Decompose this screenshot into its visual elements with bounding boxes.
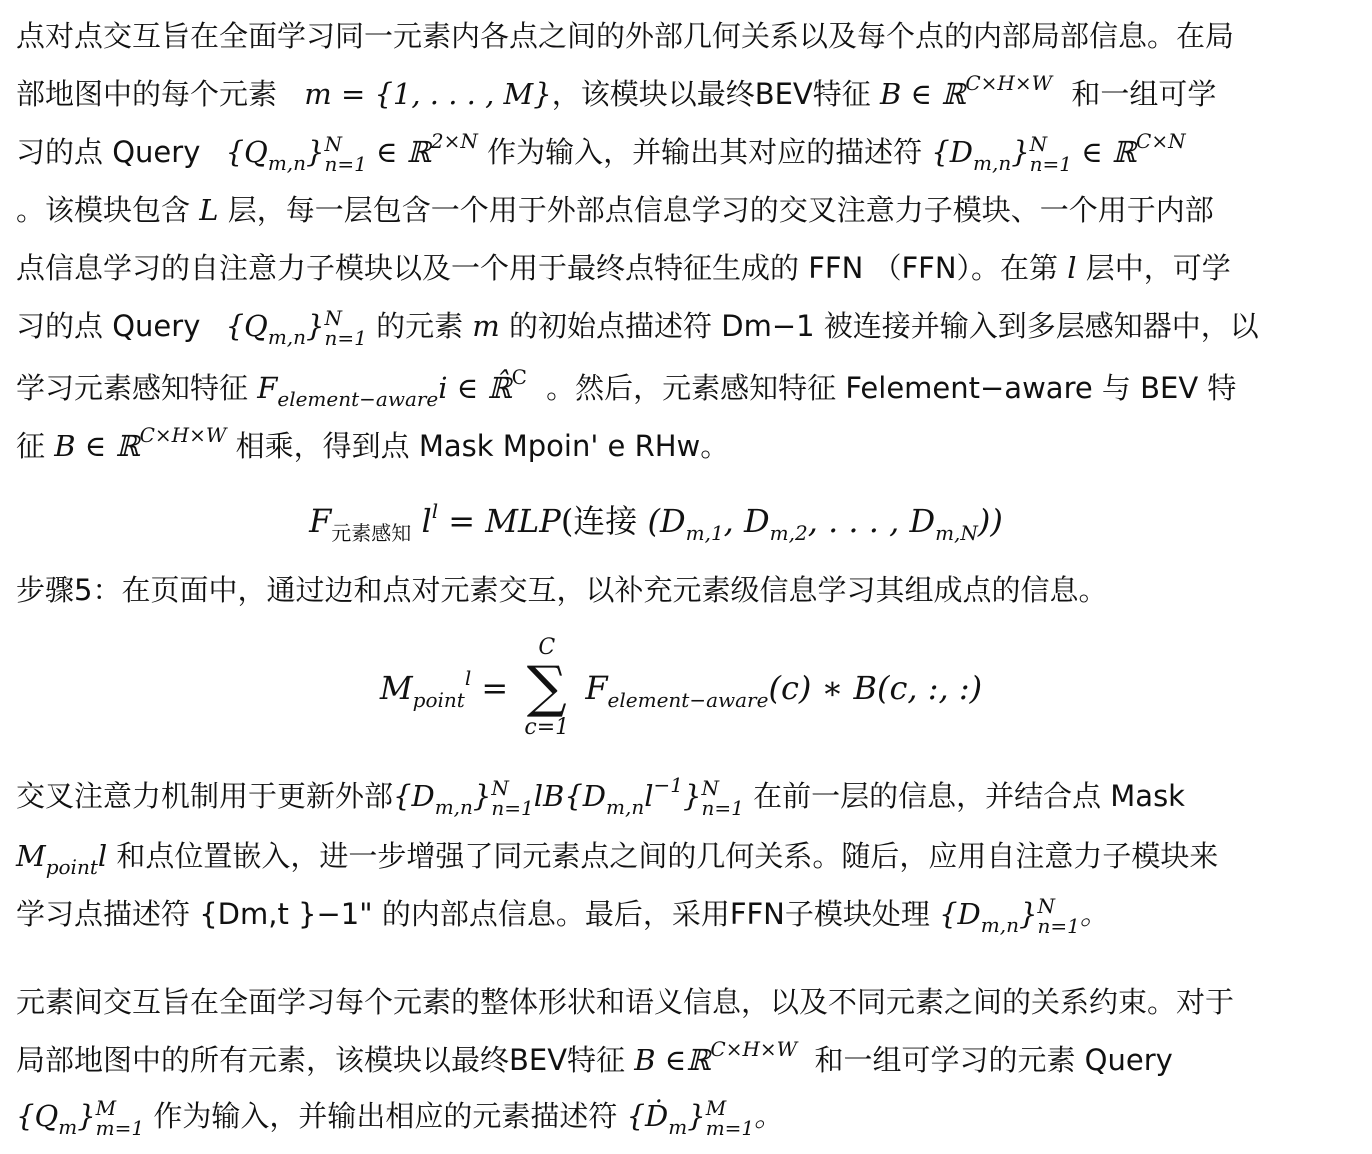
math-Q-set-2: $\{Q_{m,n}\}$ N n=1 — [225, 306, 367, 350]
math-B-in-R-2: B ∈ ℝ$^{C\times H\times W}$ — [54, 423, 227, 463]
math-D-m-set: {Ḋ$_m$} M m=1 。 — [626, 1096, 784, 1140]
para1-line6: 习的点 Query $\{Q_{m,n}\}$ N n=1 的元素 m 的初始点描述符 Dm−1 被连接并输入到多层感知器中，以 — [16, 306, 1259, 350]
para1-line3: 习的点 Query $\{Q_{m,n}\}$ N n=1 ∈ ℝ$^{2\times N}$ 作为输入，并输出其对应的描述符 $\{D_{m,n}\}$ N n=1 ∈ ℝ$^{C\times N}$ — [16, 129, 1186, 176]
math-B-in-R-3: B ∈ℝ$^{C\times H\times W}$ — [634, 1037, 798, 1077]
para2-line2: $M_{point}l$ 和点位置嵌入，进一步增强了同元素点之间的几何关系。随后，应用自注意力子模块来 — [16, 839, 1219, 879]
para1-line4: 。该模块包含 L 层，每一层包含一个用于外部点信息学习的交叉注意力子模块、一个用于内部 — [16, 193, 1214, 227]
para1-line2: 部地图中的每个元素 m = {1, . . . , M}，该模块以最终BEV特征 B ∈ ℝ$^{C\times H\times W}$ 和一组可学 — [16, 71, 1217, 111]
math-F-element-aware: $F_{element-aware}i$ ∈ ℝ̂$^C$ — [257, 365, 527, 411]
para3-line1: 元素间交互旨在全面学习每个元素的整体形状和语义信息，以及不同元素之间的关系约束。对于 — [16, 985, 1235, 1019]
para3-line3: $\{Q_m\}$ M m=1 作为输入，并输出相应的元素描述符 {Ḋ$_m$} M m=1 。 — [16, 1096, 784, 1140]
step5-text: 步骤5：在页面中，通过边和点对元素交互，以补充元素级信息学习其组成点的信息。 — [16, 573, 1108, 607]
para1-line5: 点信息学习的自注意力子模块以及一个用于最终点特征生成的 FFN （FFN）。在第 l 层中，可学 — [16, 251, 1231, 285]
math-D-set: $\{D_{m,n}\}$ N n=1 ∈ ℝ$^{C\times N}$ — [931, 129, 1186, 176]
math-L: L — [199, 193, 228, 227]
sum-symbol: C ∑ c=1 — [524, 635, 570, 740]
math-Q-m-set: $\{Q_m\}$ M m=1 — [16, 1096, 145, 1140]
math-Q-set: $\{Q_{m,n}\}$ N n=1 ∈ ℝ$^{2\times N}$ — [225, 129, 478, 176]
para1-line7: 学习元素感知特征 $F_{element-aware}i$ ∈ ℝ̂$^C$ 。然后，元素感知特征 Felement−aware 与 BEV 特 — [16, 365, 1237, 411]
math-B-in-R: B ∈ ℝ$^{C\times H\times W}$ — [879, 71, 1053, 111]
math-D-set-3: $\{D_{m,n}\}$ N n=1 。 — [939, 894, 1109, 938]
equation-point-mask: $M_{point}^l$ = C ∑ c=1 $F_{element-aware}(c)$ ∗ B(c, :, :) — [379, 635, 983, 740]
para3-line2: 局部地图中的所有元素，该模块以最终BEV特征 B ∈ℝ$^{C\times H\times W}$ 和一组可学习的元素 Query — [16, 1037, 1173, 1077]
equation-element-aware: $F_{元素感知}$ $l^l = MLP$(连接 ($D_{m,1}$, $D_{m,2}$, . . . , $D_{m,N}$)) — [309, 499, 1003, 545]
math-l: l — [1067, 251, 1077, 285]
para2-line1: 交叉注意力机制用于更新外部$\{D_{m,n}\}$ N n=1 $lB\{D_{m,n}l^{-1}\}$ N n=1 在前一层的信息，并结合点 Mask — [16, 773, 1185, 820]
para2-line3: 学习点描述符 {Dm,t }−1" 的内部点信息。最后，采用FFN子模块处理 $\{D_{m,n}\}$ N n=1 。 — [16, 894, 1109, 938]
math-m: m — [472, 309, 500, 343]
math-M-point: $M_{point}l$ — [16, 839, 108, 879]
math-D-update: $\{D_{m,n}\}$ N n=1 $lB\{D_{m,n}l^{-1}\}$ N n=1 — [393, 773, 744, 820]
para1-line8: 征 B ∈ ℝ$^{C\times H\times W}$ 相乘，得到点 Mask Mpoin' e RHw。 — [16, 423, 730, 463]
para1-line1: 点对点交互旨在全面学习同一元素内各点之间的外部几何关系以及每个点的内部局部信息。在局 — [16, 19, 1235, 53]
